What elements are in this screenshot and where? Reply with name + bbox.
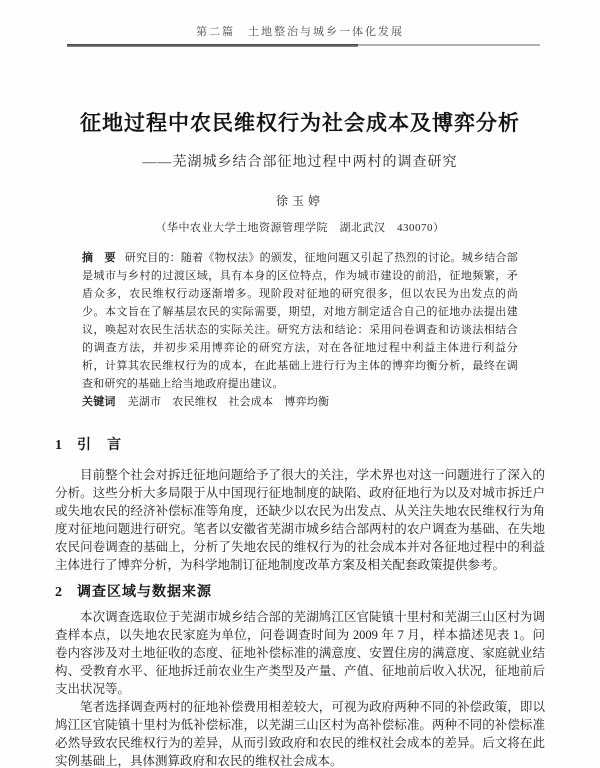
paper-title: 征地过程中农民维权行为社会成本及博弈分析 (80, 111, 520, 135)
abstract-block (82, 249, 518, 393)
section-1-paragraph-1: 目前整个社会对拆迁征地问题给予了很大的关注，学术界也对这一问题进行了深入的分析。这些分析大多局限于从中国现行征地制度的缺陷、政府征地行为以及对城市拆迁户或失地农民的经济补偿标准等角度，还缺少以农民为出发点、从关注失地农民维权行为角度对征地问题进行研究。笔者以安徽省芜湖市城乡结合部两村的农户调查为基础、在失地农民问卷调查的基础上，分析了失地农民的维权行为的社会成本并对各征地过程中的利益主体进行了博弈分析，为科学地制订征地制度改革方案及相关配套政策提供参考。 (55, 468, 545, 572)
section-1-title: 引 言 (77, 438, 122, 453)
abstract-label: 摘 要 (82, 252, 116, 264)
author-name: 徐玉婷 (275, 194, 324, 208)
abstract-text: 研究目的：随着《物权法》的颁发，征地问题又引起了热烈的讨论。城乡结合部是城市与乡村的过渡区域，具有本身的区位特点，作为城市建设的前沿，征地频繁，矛盾众多，农民维权行动逐渐增多。现阶段对征地的研究很多，但以农民为出发点的尚少。本文旨在了解基层农民的实际需要，期望，对地方制定适合自己的征地办法提出建议，唤起对农民生活状态的实际关注。研究方法和结论：采用问卷调查和访谈法相结合的调查方法，并初步采用博弈论的研究方法，对在各征地过程中利益主体进行利益分析，计算其农民维权行为的成本，在此基础上进行行为主体的博弈均衡分析，最终在调查和研究的基础上给当地政府提出建议。 (82, 252, 518, 390)
keywords-text: 芜湖市 农民维权 社会成本 博弈均衡 (127, 396, 330, 408)
keywords-block (82, 393, 518, 411)
section-2-title: 调查区域与数据来源 (77, 585, 212, 600)
section-2-paragraph-1: 本次调查选取位于芜湖市城乡结合部的芜湖鸠江区官陡镇十里村和芜湖三山区村为调查样本点，以失地农民家庭为单位，问卷调查时间为 2009 年 7 月，样本描述见表 1。问卷内容涉及对土地征收的态度、征地补偿标准的满意度、安置住房的满意度、家庭就业结构、受教育水平、征地拆迁前农业生产类型及产量、产值、征地前后收入状况，征地前后支出状况等。 (55, 610, 545, 696)
header-rule (67, 44, 540, 48)
keywords-label: 关键词 (82, 396, 116, 408)
section-2-heading (55, 584, 600, 602)
paper-subtitle: ——芜湖城乡结合部征地过程中两村的调查研究 (142, 155, 458, 170)
running-header: 第二篇 土地整治与城乡一体化发展 (196, 26, 404, 38)
affiliation: （华中农业大学土地资源管理学院 湖北武汉 430070） (155, 222, 445, 234)
section-2-paragraph-2: 笔者选择调查两村的征地补偿费用相差较大，可视为政府两种不同的补偿政策，即以鸠江区官陡镇十里村为低补偿标准，以芜湖三山区村为高补偿标准。两种不同的补偿标准必然导致农民维权行为的差异，从而引致政府和农民的维权社会成本的差异。后文将在此实例基础上，具体测算政府和农民的维权社会成本。 (55, 700, 545, 768)
section-2-number: 2 (55, 585, 62, 600)
header-rule-dark-segment (67, 44, 358, 47)
section-1-number: 1 (55, 438, 62, 453)
section-1-heading (55, 437, 600, 455)
header-rule-light-segment (358, 44, 540, 46)
